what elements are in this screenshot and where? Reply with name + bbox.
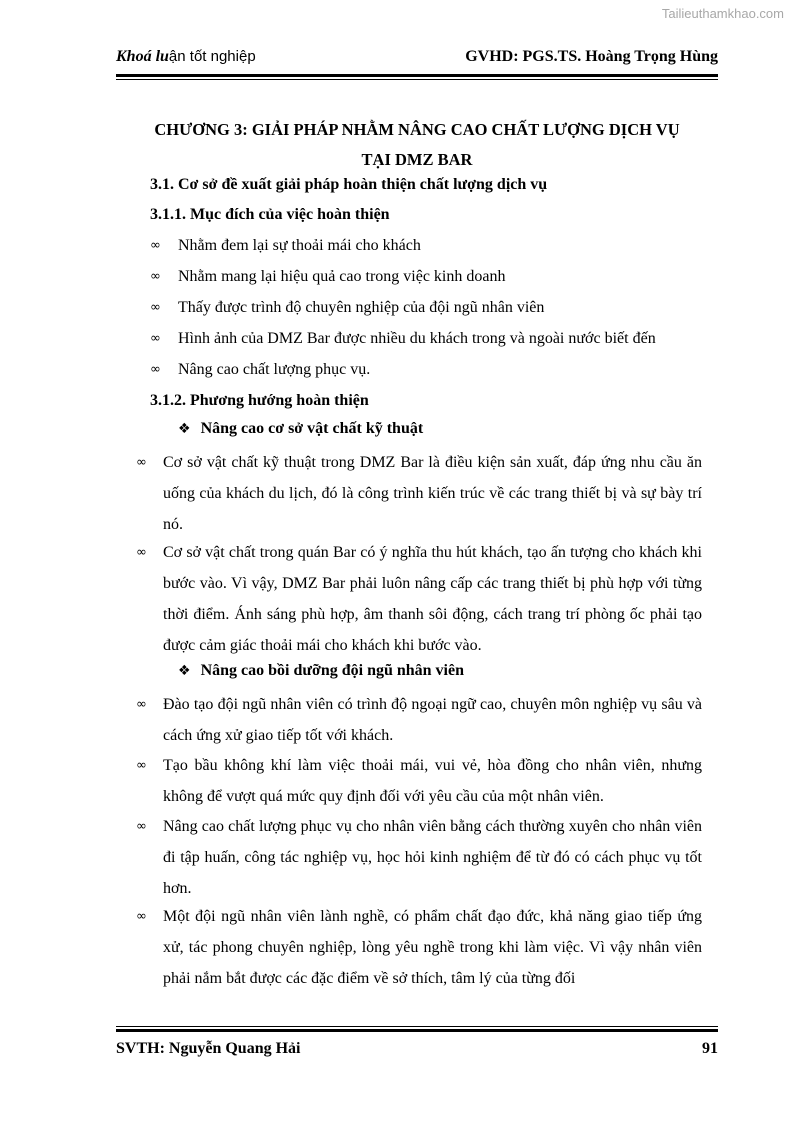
paragraph-text: Nâng cao chất lượng phục vụ cho nhân viên bằng cách thường xuyên cho nhân viên đi tập huấn, công tác nghiệp vụ, học hỏi kinh nghiệm để từ đó có cách phục vụ tốt hơn. [163, 818, 702, 897]
subsection-title: Nâng cao bồi dưỡng đội ngũ nhân viên [200, 662, 464, 679]
infinity-bullet-icon: ∞ [150, 269, 161, 284]
paragraph-text: Cơ sở vật chất kỹ thuật trong DMZ Bar là điều kiện sản xuất, đáp ứng nhu cầu ăn uống của khách du lịch, đó là công trình kiến trúc về các trang thiết bị và sự bày trí nó. [163, 454, 702, 533]
diamond-bullet-icon: ❖ [178, 663, 191, 679]
infinity-bullet-icon: ∞ [150, 362, 161, 377]
paragraph-text: Một đội ngũ nhân viên lành nghề, có phẩm chất đạo đức, khả năng giao tiếp ứng xử, tác phong chuyên nghiệp, lòng yêu nghề trong khi làm việc. Vì vậy nhân viên phải nắm bắt được các đặc điểm về sở thích, tâm lý của từng đối [163, 908, 702, 987]
list-item-text: Hình ảnh của DMZ Bar được nhiều du khách trong và ngoài nước biết đến [178, 330, 656, 347]
header-rule [116, 74, 718, 80]
subsection-title: Nâng cao cơ sở vật chất kỹ thuật [200, 420, 424, 437]
list-item [150, 230, 421, 261]
list-item-text: Thấy được trình độ chuyên nghiệp của đội ngũ nhân viên [178, 299, 545, 316]
paragraph [136, 689, 702, 751]
infinity-bullet-icon: ∞ [136, 758, 147, 773]
chapter-title-line2: TẠI DMZ BAR [361, 150, 473, 169]
list-item [150, 354, 370, 385]
section-3-1-heading: 3.1. Cơ sở đề xuất giải pháp hoàn thiện chất lượng dịch vụ [150, 176, 548, 193]
diamond-bullet-icon: ❖ [178, 421, 191, 437]
paragraph [136, 901, 702, 994]
watermark: Tailieuthamkhao.com [661, 6, 784, 21]
paragraph [136, 750, 702, 812]
infinity-bullet-icon: ∞ [136, 909, 147, 924]
section-3-1-1-heading: 3.1.1. Mục đích của việc hoàn thiện [150, 206, 390, 223]
paragraph-text: Đào tạo đội ngũ nhân viên có trình độ ngoại ngữ cao, chuyên môn nghiệp vụ sâu và cách ứng xử giao tiếp tốt với khách. [163, 696, 702, 744]
list-item [150, 292, 544, 323]
infinity-bullet-icon: ∞ [136, 819, 147, 834]
infinity-bullet-icon: ∞ [150, 331, 161, 346]
paragraph-text: Cơ sở vật chất trong quán Bar có ý nghĩa thu hút khách, tạo ấn tượng cho khách khi bước vào. Vì vậy, DMZ Bar phải luôn nâng cấp các trang thiết bị phù hợp với từng thời điểm. Ánh sáng phù hợp, âm thanh sôi động, cách trang trí phòng ốc phải tạo được cảm giác thoải mái cho khách khi bước vào. [163, 544, 702, 654]
list-item [150, 261, 505, 292]
header-right: GVHD: PGS.TS. Hoàng Trọng Hùng [465, 48, 718, 65]
page-number: 91 [702, 1040, 718, 1057]
infinity-bullet-icon: ∞ [136, 697, 147, 712]
list-item-text: Nâng cao chất lượng phục vụ. [178, 361, 371, 378]
paragraph [136, 811, 702, 904]
subsection-heading [178, 662, 464, 680]
paragraph [136, 537, 702, 661]
section-3-1-2-heading: 3.1.2. Phương hướng hoàn thiện [150, 392, 369, 409]
paragraph [136, 447, 702, 540]
footer-author: SVTH: Nguyễn Quang Hải [116, 1040, 301, 1057]
header-left-rest: ận tốt nghiệp [168, 48, 256, 65]
subsection-heading [178, 420, 423, 438]
list-item [150, 323, 656, 354]
infinity-bullet-icon: ∞ [150, 300, 161, 315]
chapter-title-line1: CHƯƠNG 3: GIẢI PHÁP NHẰM NÂNG CAO CHẤT LƯỢNG DỊCH VỤ [154, 120, 680, 139]
list-item-text: Nhằm mang lại hiệu quả cao trong việc kinh doanh [178, 268, 506, 285]
header-left-italic: Khoá lu [116, 48, 169, 65]
infinity-bullet-icon: ∞ [136, 455, 147, 470]
page-header [116, 48, 718, 70]
infinity-bullet-icon: ∞ [136, 545, 147, 560]
infinity-bullet-icon: ∞ [150, 238, 161, 253]
footer-rule [116, 1026, 718, 1032]
list-item-text: Nhằm đem lại sự thoải mái cho khách [178, 237, 421, 254]
page-footer [116, 1040, 718, 1062]
chapter-title [116, 115, 718, 175]
paragraph-text: Tạo bầu không khí làm việc thoải mái, vui vẻ, hòa đồng cho nhân viên, nhưng không để vượt quá mức quy định đối với yêu cầu của một nhân viên. [163, 757, 702, 805]
header-left [116, 48, 256, 66]
